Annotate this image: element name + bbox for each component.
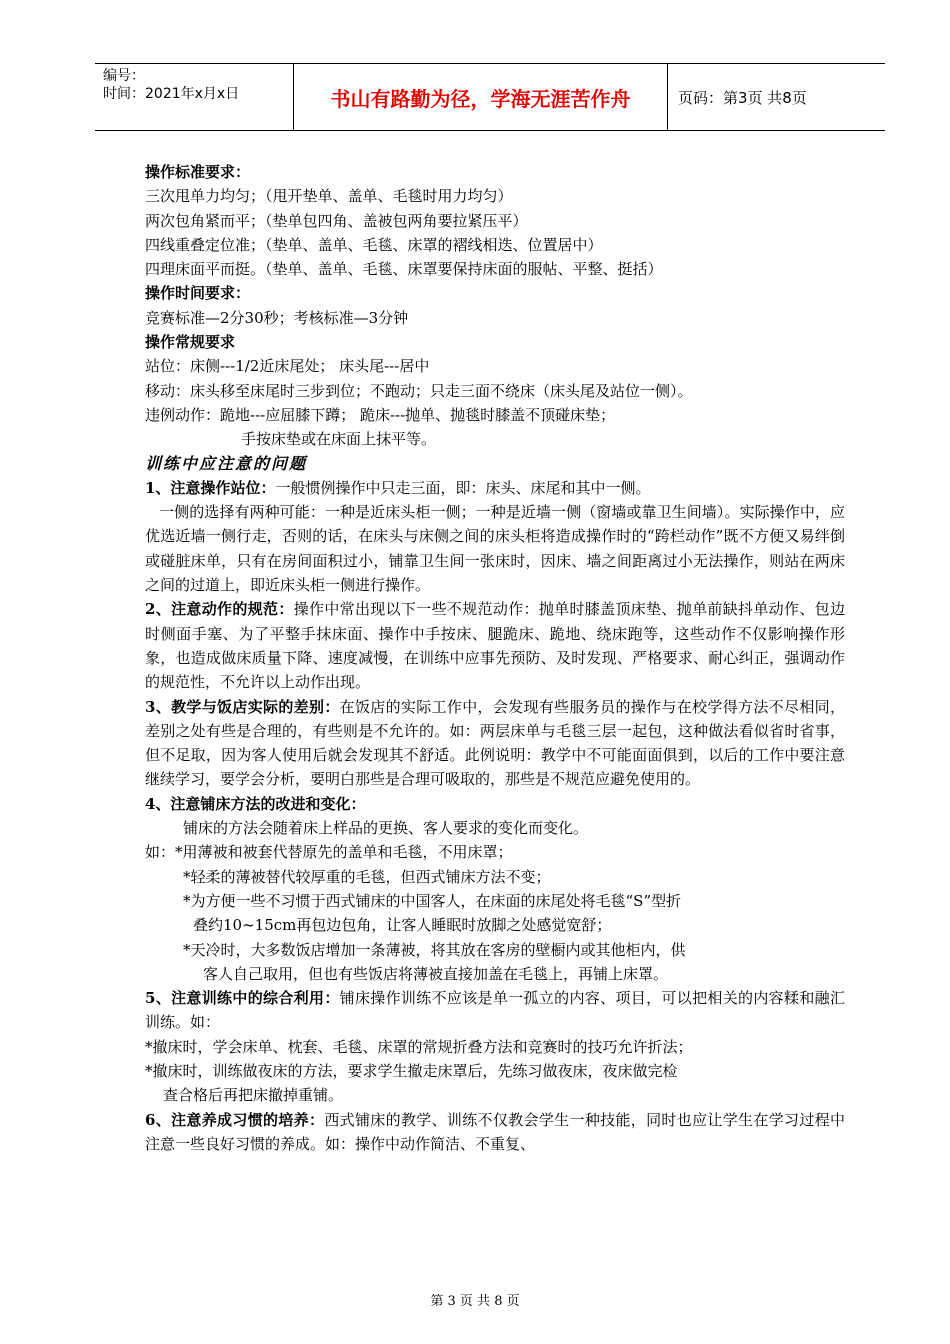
text-line: *撤床时，学会床单、枕套、毛毯、床罩的常规折叠方法和竞赛时的技巧允许折法； [145, 1037, 693, 1056]
paragraph-text: 一侧的选择有两种可能：一种是近床头柜一侧；一种是近墙一侧（窗墙或靠卫生间墙）。实际操作中，应优选近墙一侧行走，否则的话，在床头与床侧之间的床头柜将造成操作时的“跨栏动作”既不方便又易绊倒或碰脏床单，只有在房间面积过小，铺靠卫生间一张床时，因床、墙之间距离过小无法操作，则站在两床之间的过道上，即近床头柜一侧进行操作。 [145, 503, 845, 595]
text-line: 客人自己取用，但也有些饭店将薄被直接加盖在毛毯上，再铺上床罩。 [203, 964, 669, 983]
paragraph-text: 操作中常出现以下一些不规范动作：抛单时膝盖顶床垫、抛单前缺抖单动作、包边时侧面手塞、为了平整手抹床面、操作中手按床、腿跪床、跪地、绕床跑等，这些动作不仅影响操作形象，也造成做床质量下降、速度减慢，在训练中应事先预防、及时发现、严格要求、耐心纠正，强调动作的规范性，不允许以上动作出现。 [145, 600, 845, 692]
text-line: *天冷时，大多数饭店增加一条薄被，将其放在客房的壁橱内或其他柜内，供 [183, 940, 686, 959]
section-title: 操作标准要求： [145, 163, 251, 181]
document-body [145, 160, 845, 1156]
paragraph-text: 铺床操作训练不应该是单一孤立的内容、项目，可以把相关的内容糅和融汇训练。如： [145, 989, 845, 1032]
text-line: 四线重叠定位准；（垫单、盖单、毛毯、床罩的褶线相迭、位置居中） [145, 235, 603, 254]
paragraph-heading: 4、注意铺床方法的改进和变化： [145, 794, 366, 813]
text-line: 移动：床头移至床尾时三步到位；不跑动；只走三面不绕床（床头尾及站位一侧）。 [145, 381, 693, 400]
page-footer: 第 3 页 共 8 页 [430, 1294, 520, 1309]
text-line: 铺床的方法会随着床上样品的更换、客人要求的变化而变化。 [183, 819, 589, 838]
header-page-info: 页码：第3页 共8页 [678, 88, 807, 107]
paragraph-6 [145, 1108, 845, 1157]
paragraph-3 [145, 695, 845, 792]
paragraph-2 [145, 597, 845, 694]
text-line: 手按床垫或在床面上抹平等。 [241, 430, 437, 449]
paragraph-text: 在饭店的实际工作中，会发现有些服务员的操作与在校学得方法不尽相同，差别之处有些是合理的，有些则是不允许的。如：两层床单与毛毯三层一起包，这种做法看似省时省事，但不足取，因为客人使用后就会发现其不舒适。此例说明：教学中不可能面面俱到，以后的工作中要注意继续学习，要学会分析，要明白那些是合理可吸取的，那些是不规范应避免使用的。 [145, 697, 845, 789]
paragraph-body [145, 500, 845, 597]
text-line: 叠约10~15cm再包边包角，让客人睡眠时放脚之处感觉宽舒； [193, 916, 612, 935]
section-heading: 训练中应注意的问题 [145, 453, 308, 473]
text-line: 两次包角紧而平；（垫单包四角、盖被包两角要拉紧压平） [145, 211, 528, 230]
text-line: 竞赛标准—2分30秒；考核标准—3分钟 [145, 308, 409, 327]
section-title: 操作时间要求： [145, 284, 251, 303]
paragraph-5 [145, 986, 845, 1035]
paragraph-heading: 1、注意操作站位： [145, 478, 276, 497]
text-line: 如：*用薄被和被套代替原先的盖单和毛毯，不用床罩； [145, 843, 513, 862]
paragraph-text: 西式铺床的教学、训练不仅教会学生一种技能，同时也应让学生在学习过程中注意一些良好习惯的养成。如：操作中动作简洁、不重复、 [145, 1110, 845, 1153]
section-title: 操作常规要求 [145, 333, 236, 352]
text-line: *轻柔的薄被替代较厚重的毛毯，但西式铺床方法不变； [183, 867, 551, 886]
page-header [95, 63, 885, 131]
paragraph-1-head-line [145, 476, 845, 500]
paragraph-heading: 5、注意训练中的综合利用： [145, 989, 340, 1008]
text-line: *撤床时，训练做夜床的方法，要求学生撤走床罩后，先练习做夜床，夜床做完检 [145, 1061, 678, 1080]
text-line: 违例动作：跪地---应屈膝下蹲； 跪床---抛单、抛毯时膝盖不顶碰床垫； [145, 405, 616, 424]
document-number-label: 编号： [103, 68, 145, 84]
paragraph-text: 一般惯例操作中只走三面，即：床头、床尾和其中一侧。 [275, 478, 651, 497]
text-line: 站位：床侧---1/2近床尾处； 床头尾---居中 [145, 357, 430, 376]
text-line: 三次甩单力均匀；（甩开垫单、盖单、毛毯时用力均匀） [145, 187, 513, 206]
paragraph-heading: 2、注意动作的规范： [145, 600, 294, 619]
text-line: *为方便一些不习惯于西式铺床的中国客人，在床面的床尾处将毛毯“S”型折 [183, 891, 682, 910]
paragraph-heading: 6、注意养成习惯的培养： [145, 1110, 325, 1129]
paragraph-heading: 3、教学与饭店实际的差别： [145, 697, 340, 716]
header-meta [95, 64, 294, 130]
text-line: 四理床面平而挺。（垫单、盖单、毛毯、床罩要保持床面的服帖、平整、挺括） [145, 260, 663, 279]
document-time-label: 时间：2021年x月x日 [103, 86, 240, 102]
header-motto: 书山有路勤为径，学海无涯苦作舟 [294, 64, 668, 130]
text-line: 查合格后再把床撤掉重铺。 [163, 1086, 344, 1105]
